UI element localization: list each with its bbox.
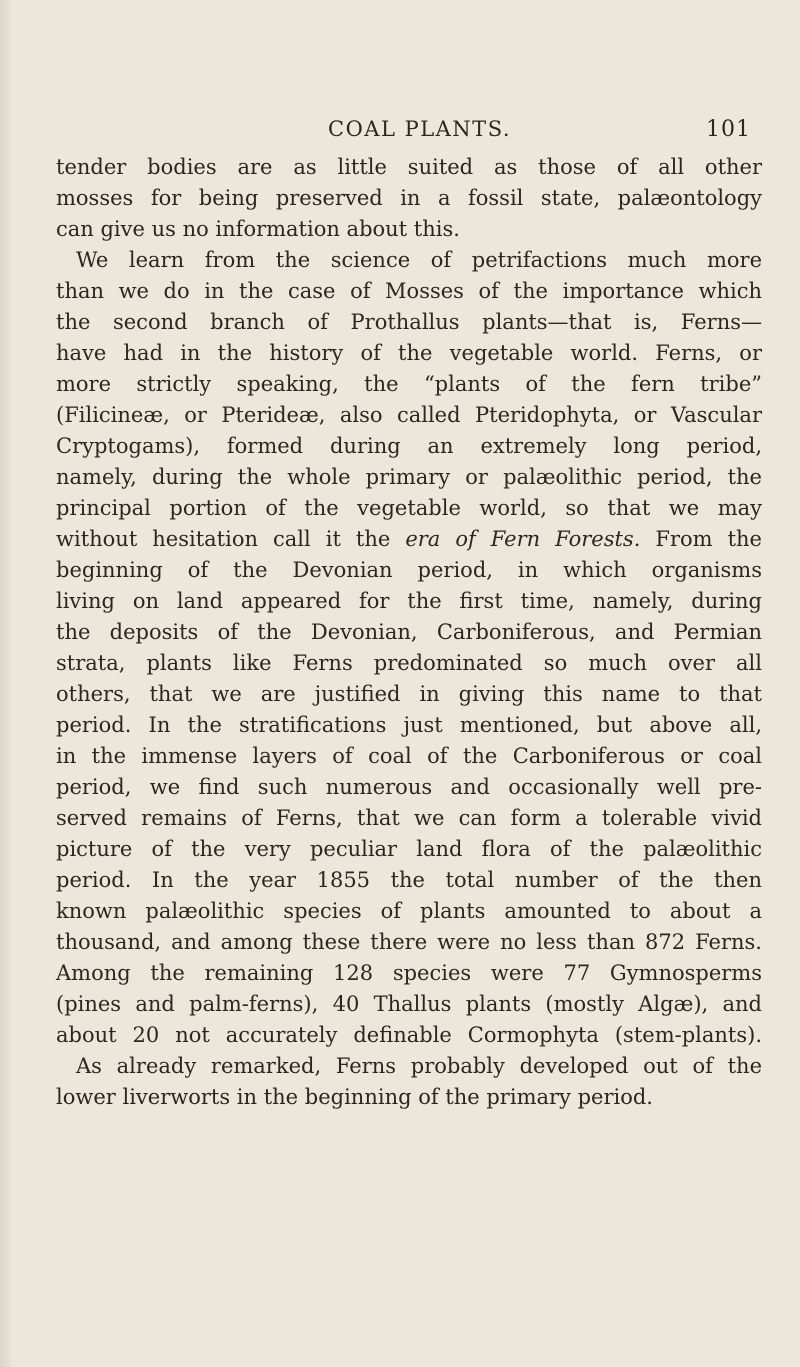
text-line-with-italic xyxy=(56,524,762,555)
text-line: tender bodies are as little suited as those of all other xyxy=(56,155,762,179)
body-text xyxy=(56,152,762,1113)
text-line: can give us no information about this. xyxy=(56,217,460,241)
text-line: more strictly speaking, the “plants of the fern tribe” xyxy=(56,372,762,396)
text-line: principal portion of the vegetable world, so that we may xyxy=(56,496,762,520)
text-line: (pines and palm-ferns), 40 Thallus plants (mostly Algæ), and xyxy=(56,992,762,1016)
text-line: strata, plants like Ferns predominated so much over all xyxy=(56,651,762,675)
text-line: period, we find such numerous and occasionally well pre- xyxy=(56,775,762,799)
page-edge-shadow xyxy=(0,0,14,1367)
text-line: than we do in the case of Mosses of the importance which xyxy=(56,279,762,303)
text-line: picture of the very peculiar land flora of the palæolithic xyxy=(56,837,762,861)
text-line: mosses for being preserved in a fossil state, palæontology xyxy=(56,186,762,210)
text-line: the deposits of the Devonian, Carboniferous, and Permian xyxy=(56,620,762,644)
text-line: (Filicineæ, or Pterideæ, also called Pteridophyta, or Vascular xyxy=(56,403,762,427)
text-line: the second branch of Prothallus plants—that is, Ferns— xyxy=(56,310,762,334)
text-segment: without hesitation call it the xyxy=(56,527,391,551)
page-number: 101 xyxy=(706,117,751,142)
italic-phrase: era of Fern Forests. xyxy=(405,527,641,551)
text-line: about 20 not accurately definable Cormophyta (stem-plants). xyxy=(56,1023,762,1047)
text-line: known palæolithic species of plants amounted to about a xyxy=(56,899,762,923)
text-line: lower liverworts in the beginning of the primary period. xyxy=(56,1085,653,1109)
paragraph-start-line: We learn from the science of petrifactions much more xyxy=(76,248,762,272)
text-line: period. In the year 1855 the total number of the then xyxy=(56,868,762,892)
paragraph-start-line: As already remarked, Ferns probably developed out of the xyxy=(76,1054,762,1078)
text-line: have had in the history of the vegetable world. Ferns, or xyxy=(56,341,762,365)
text-line: beginning of the Devonian period, in which organisms xyxy=(56,558,762,582)
text-line: period. In the stratifications just mentioned, but above all, xyxy=(56,713,762,737)
running-head: COAL PLANTS. xyxy=(328,117,512,141)
page-header xyxy=(0,117,800,147)
text-line: served remains of Ferns, that we can form a tolerable vivid xyxy=(56,806,762,830)
text-line: thousand, and among these there were no less than 872 Ferns. xyxy=(56,930,762,954)
text-line: Cryptogams), formed during an extremely long period, xyxy=(56,434,762,458)
text-line: others, that we are justified in giving this name to that xyxy=(56,682,762,706)
text-line: living on land appeared for the first time, namely, during xyxy=(56,589,762,613)
text-line: namely, during the whole primary or palæolithic period, the xyxy=(56,465,762,489)
text-line: Among the remaining 128 species were 77 Gymnosperms xyxy=(56,961,762,985)
text-line: in the immense layers of coal of the Carboniferous or coal xyxy=(56,744,762,768)
text-segment: From the xyxy=(640,527,762,551)
